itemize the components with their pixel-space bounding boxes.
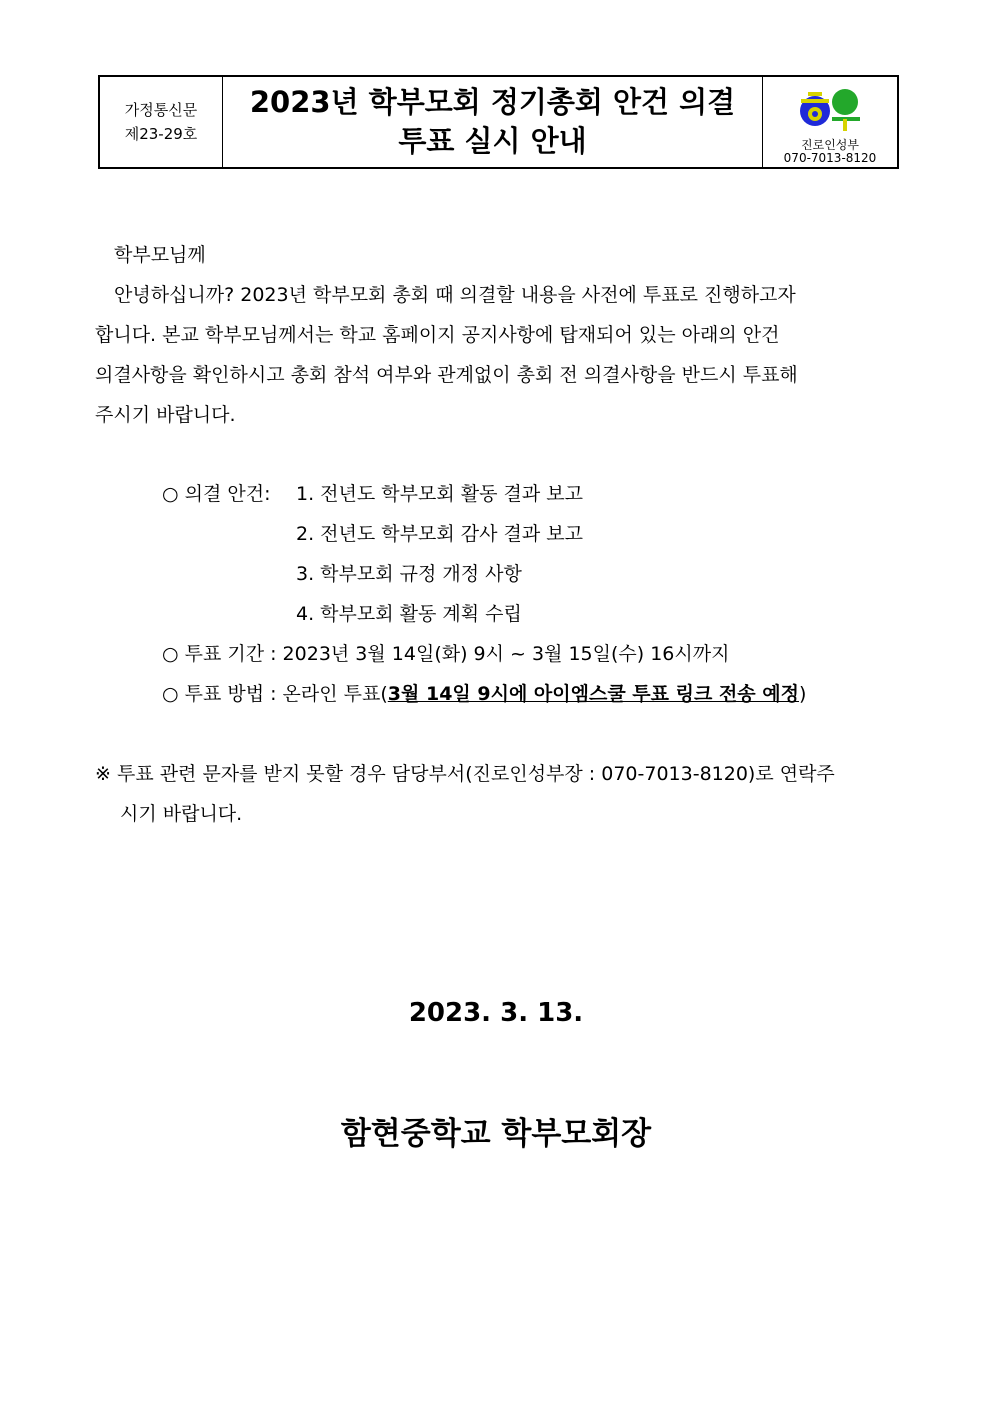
paragraph-line-2: 합니다. 본교 학부모님께서는 학교 홈페이지 공지사항에 탑재되어 있는 아래의 안건 [95,324,780,346]
department-phone: 070-7013-8120 [783,151,877,165]
paragraph-line-1: 안녕하십니까? 2023년 학부모회 총회 때 의결할 내용을 사전에 투표로 진행하고자 [114,284,796,306]
agenda-item-2: 2. 전년도 학부모회 감사 결과 보고 [296,523,583,545]
agenda-item-4: 4. 학부모회 활동 계획 수립 [296,603,522,625]
vote-method-highlight: 3월 14일 9시에 아이엠스쿨 투표 링크 전송 예정 [387,683,799,705]
note-line-2: 시기 바랍니다. [120,803,243,825]
agenda-item-1: 1. 전년도 학부모회 활동 결과 보고 [296,483,583,505]
doc-type: 가정통신문 [124,101,198,119]
doc-number: 제23-29호 [124,125,198,143]
department-info [763,77,897,167]
vote-method [162,681,806,707]
doc-info [100,77,223,167]
department-name: 진로인성부 [801,138,859,152]
vote-method-suffix: ) [798,683,807,705]
title-line-1: 2023년 학부모회 정기총회 안건 의결 [249,85,736,119]
title-line-2: 투표 실시 안내 [398,124,587,158]
paragraph-line-4: 주시기 바랍니다. [95,404,236,426]
doc-title [223,77,763,167]
note-line-1: ※ 투표 관련 문자를 받지 못할 경우 담당부서(진로인성부장 : 070-7013-8120)로 연락주 [95,763,835,785]
signature: 함현중학교 학부모회장 [340,1116,652,1152]
document-date: 2023. 3. 13. [408,998,584,1028]
agenda-item-3: 3. 학부모회 규정 개정 사항 [296,563,522,585]
agenda-label: ○ 의결 안건: [162,483,271,505]
header-box [98,75,899,169]
vote-period: ○ 투표 기간 : 2023년 3월 14일(화) 9시 ~ 3월 15일(수) 16시까지 [162,643,730,665]
paragraph-line-3: 의결사항을 확인하시고 총회 참석 여부와 관계없이 총회 전 의결사항을 반드시 투표해 [95,364,798,386]
vote-method-prefix: ○ 투표 방법 : 온라인 투표( [162,683,388,705]
school-logo-icon [798,85,862,133]
greeting: 학부모님께 [114,244,206,266]
